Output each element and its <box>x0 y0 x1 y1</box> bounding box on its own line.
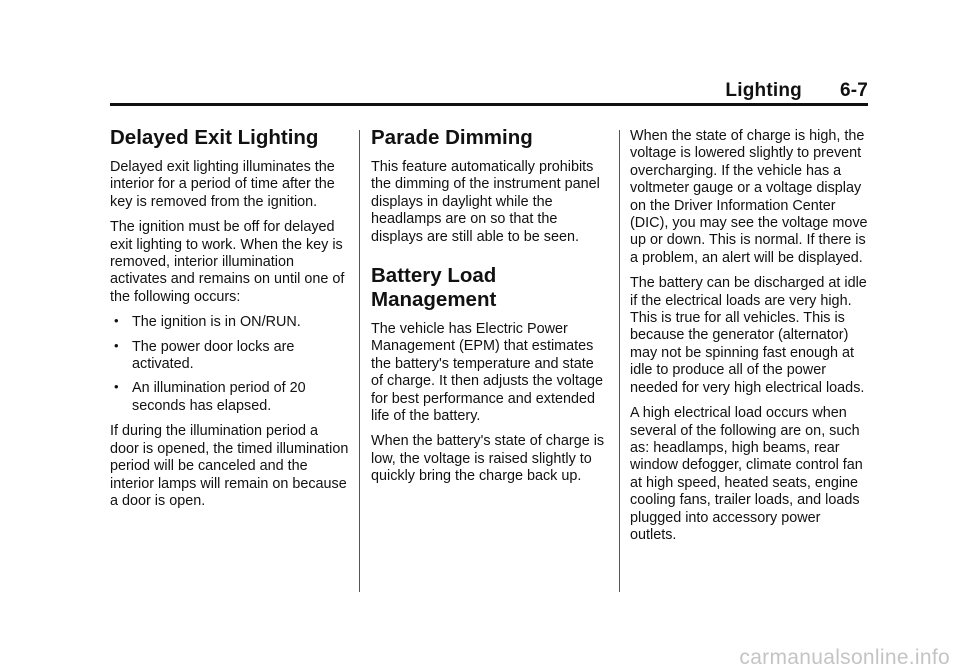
column-divider-1 <box>359 130 360 592</box>
delayed-exit-lighting-heading: Delayed Exit Lighting <box>110 126 319 149</box>
list-item <box>110 339 350 374</box>
paragraph: When the battery's state of charge is low, the voltage is raised slightly to quickly bring the charge back up. <box>371 433 605 485</box>
battery-load-management-heading: Battery Load Management <box>371 264 497 312</box>
page-number: 6-7 <box>839 80 868 101</box>
list-item-text: The ignition is in ON/RUN. <box>132 314 301 331</box>
parade-dimming-heading: Parade Dimming <box>371 126 533 149</box>
running-header <box>725 80 868 102</box>
list-item <box>110 314 350 331</box>
list-item <box>110 380 350 415</box>
section-title: Lighting <box>725 80 802 101</box>
condition-list <box>110 314 350 415</box>
watermark: carmanualsonline.info <box>739 646 950 669</box>
bullet: • <box>114 337 119 353</box>
list-item-text: An illumination period of 20 seconds has elapsed. <box>132 380 306 414</box>
column-3 <box>630 128 870 552</box>
column-2 <box>371 126 609 494</box>
list-item-text: The power door locks are activated. <box>132 338 295 373</box>
paragraph: The vehicle has Electric Power Management (EPM) that estimates the battery's temperature and state of charge. It then adjusts the voltage for best performance and extended life of the battery. <box>371 321 603 425</box>
bullet: • <box>114 379 119 395</box>
paragraph: If during the illumination period a door is opened, the timed illumination period will be canceled and the interior lamps will remain on because a door is open. <box>110 423 349 509</box>
paragraph: A high electrical load occurs when several of the following are on, such as: headlamps, high beams, rear window defogger, climate control fan at high speed, heated seats, engine cooling fans, trailer loads, and loads plugged into accessory power outlets. <box>630 405 863 543</box>
paragraph: Delayed exit lighting illuminates the interior for a period of time after the key is removed from the ignition. <box>110 159 335 210</box>
paragraph: The ignition must be off for delayed exit lighting to work. When the key is removed, interior illumination activates and remains on until one of the following occurs: <box>110 219 345 305</box>
header-rule <box>110 103 868 106</box>
column-divider-2 <box>619 130 620 592</box>
bullet: • <box>114 313 119 329</box>
column-1 <box>110 126 350 518</box>
paragraph: When the state of charge is high, the voltage is lowered slightly to prevent overcharging. If the vehicle has a voltmeter gauge or a voltage display on the Driver Information Center (DIC), you may see the voltage move up or down. This is normal. If there is a problem, an alert will be displayed. <box>630 128 868 266</box>
paragraph: The battery can be discharged at idle if the electrical loads are very high. This is true for all vehicles. This is because the generator (alternator) may not be spinning fast enough at idle to produce all of the power needed for very high electrical loads. <box>630 275 867 396</box>
paragraph: This feature automatically prohibits the dimming of the instrument panel displays in daylight while the headlamps are on so that the displays are still able to be seen. <box>371 159 600 245</box>
